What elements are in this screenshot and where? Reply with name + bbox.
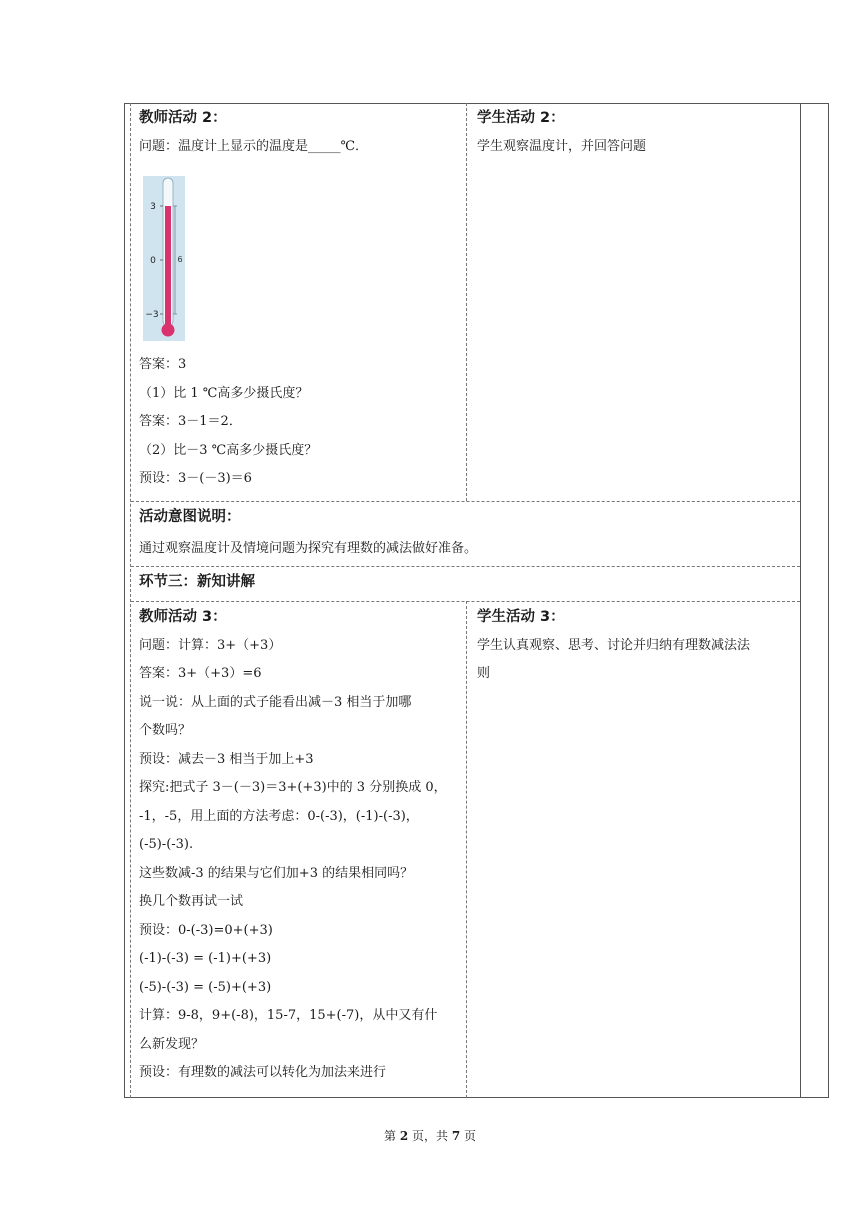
teacher-activity-2-heading: 教师活动 2： <box>139 110 227 126</box>
text-line: 则 <box>477 666 491 681</box>
text-line: （2）比－3 ℃高多少摄氏度？ <box>139 442 318 458</box>
column-divider-1 <box>466 103 467 501</box>
thermometer-svg <box>143 176 185 341</box>
text-line: 答案：3+（+3）=6 <box>139 666 262 681</box>
activity-intent-cell <box>139 503 789 563</box>
text-line: 答案：3－1＝2． <box>139 414 242 429</box>
text-line: 么新发现？ <box>139 1036 205 1052</box>
text-line: 预设：减去－3 相当于加上+3 <box>139 751 314 767</box>
text-line: 个数吗？ <box>139 723 192 738</box>
table-right-margin-line <box>800 103 801 1098</box>
text-line: 计算：9-8，9+(-8)，15-7，15+(-7)，从中又有什 <box>139 1008 438 1023</box>
row-divider-2 <box>131 566 800 567</box>
teacher-activity-2-cell <box>139 104 459 161</box>
text-line: 预设：有理数的减法可以转化为加法来进行 <box>139 1065 387 1080</box>
text-line: 预设：3－(－3)＝6 <box>139 471 252 486</box>
student-activity-2-heading: 学生活动 2： <box>477 110 565 126</box>
section-heading: 环节三：新知讲解 <box>139 574 255 590</box>
thermometer-label-minus3: −3 <box>145 310 159 320</box>
row-divider-3 <box>131 601 800 602</box>
text-line: 学生观察温度计，并回答问题 <box>477 138 647 154</box>
text-line: 这些数减-3 的结果与它们加+3 的结果相同吗？ <box>139 865 414 881</box>
student-activity-3-heading: 学生活动 3： <box>477 609 565 625</box>
page-footer <box>0 1127 860 1144</box>
text-line: (-5)-(-3). <box>139 837 194 852</box>
text-line: （1）比 1 ℃高多少摄氏度？ <box>139 385 309 401</box>
text-line: 换几个数再试一试 <box>139 894 244 909</box>
text-line: -1，-5，用上面的方法考虑：0-(-3)，(-1)-(-3)， <box>139 808 419 824</box>
text-line: 预设：0-(-3)=0+(+3) <box>139 922 273 938</box>
activity-intent-text: 通过观察温度计及情境问题为探究有理数的减法做好准备。 <box>139 540 478 556</box>
row-divider-1 <box>131 501 800 502</box>
section-cell <box>139 568 789 597</box>
text-line: (-1)-(-3) = (-1)+(+3) <box>139 951 272 966</box>
thermometer-label-3: 3 <box>150 202 156 212</box>
text-line: 答案：3 <box>139 357 187 372</box>
thermometer-label-0: 0 <box>150 256 156 266</box>
teacher-activity-3-heading: 教师活动 3： <box>139 609 227 625</box>
footer-total-pages: 7 <box>451 1129 461 1143</box>
activity-intent-heading: 活动意图说明： <box>139 509 241 525</box>
footer-suffix: 页 <box>460 1129 476 1143</box>
thermometer-span-label: 6 <box>177 255 183 264</box>
teacher-activity-2-question: 问题：温度计上显示的温度是_____℃． <box>139 138 369 154</box>
teacher-activity-3-cell <box>139 603 464 1088</box>
text-line: 说一说：从上面的式子能看出减－3 相当于加哪 <box>139 694 412 710</box>
text-line: (-5)-(-3) = (-5)+(+3) <box>139 979 272 995</box>
student-activity-3-cell <box>477 603 797 689</box>
text-line: 学生认真观察、思考、讨论并归纳有理数减法法 <box>477 637 751 653</box>
footer-middle: 页，共 <box>408 1129 452 1143</box>
footer-current-page: 2 <box>399 1129 409 1143</box>
thermometer-figure <box>143 176 185 341</box>
student-activity-2-cell <box>477 104 797 161</box>
footer-prefix: 第 <box>383 1129 400 1143</box>
text-line: 探究:把式子 3－(－3)＝3+(+3)中的 3 分别换成 0， <box>139 780 447 795</box>
teacher-activity-2-answers <box>139 351 459 494</box>
text-line: 问题：计算：3+（+3） <box>139 637 282 653</box>
column-divider-2 <box>466 601 467 1098</box>
